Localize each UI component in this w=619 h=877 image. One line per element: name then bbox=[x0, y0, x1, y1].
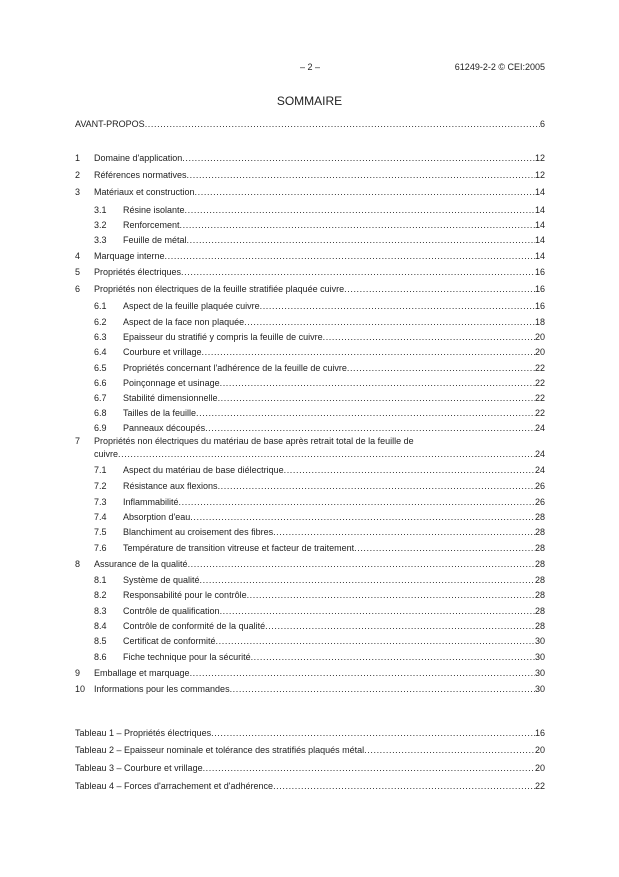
toc-entry-title: Matériaux et construction bbox=[94, 187, 195, 197]
toc-entry-page: 16 bbox=[534, 284, 545, 294]
toc-subentry[interactable] bbox=[75, 362, 545, 374]
toc-entry-number: 6.5 bbox=[94, 363, 107, 373]
table-list-entry[interactable] bbox=[75, 744, 545, 756]
toc-entry-number: 10 bbox=[75, 684, 86, 694]
dot-leader bbox=[323, 331, 535, 343]
toc-subentry[interactable] bbox=[75, 346, 545, 358]
toc-entry-page: 12 bbox=[534, 170, 545, 180]
toc-entry-number: 7.3 bbox=[94, 497, 107, 507]
toc-entry-page: 12 bbox=[534, 153, 545, 163]
toc-entry-number: 6 bbox=[75, 284, 81, 294]
dot-leader bbox=[347, 362, 535, 374]
table-list-entry[interactable] bbox=[75, 780, 545, 792]
toc-entry-page: 28 bbox=[534, 559, 545, 569]
dot-leader bbox=[273, 780, 535, 792]
page-title: SOMMAIRE bbox=[276, 94, 343, 108]
dot-leader bbox=[265, 620, 535, 632]
toc-entry-number: 3.3 bbox=[94, 235, 107, 245]
toc-entry-title: Propriétés non électriques de la feuille stratifiée plaquée cuivre bbox=[94, 284, 345, 294]
table-entry-page: 20 bbox=[534, 763, 545, 773]
table-list-entry[interactable] bbox=[75, 762, 545, 774]
toc-subentry[interactable] bbox=[75, 219, 545, 231]
toc-entry-title: Domaine d'application bbox=[94, 153, 183, 163]
dot-leader bbox=[145, 118, 540, 130]
toc-entry-number: 6.6 bbox=[94, 378, 107, 388]
toc-entry-number: 6.2 bbox=[94, 317, 107, 327]
toc-subentry[interactable] bbox=[75, 651, 545, 663]
dot-leader bbox=[195, 186, 535, 198]
toc-entry-number: 8.2 bbox=[94, 590, 107, 600]
toc-entry-page: 14 bbox=[534, 205, 545, 215]
toc-entry-title: Tailles de la feuille bbox=[123, 408, 197, 418]
table-entry-title: Tableau 1 – Propriétés électriques bbox=[75, 728, 212, 738]
dot-leader bbox=[180, 219, 535, 231]
toc-subentry[interactable] bbox=[75, 316, 545, 328]
toc-subentry[interactable] bbox=[75, 377, 545, 389]
toc-subentry[interactable] bbox=[75, 620, 545, 632]
toc-entry-title: Propriétés électriques bbox=[94, 267, 182, 277]
toc-entry-title: Aspect de la feuille plaquée cuivre bbox=[123, 301, 260, 311]
toc-entry[interactable] bbox=[75, 266, 545, 278]
toc-entry-page: 22 bbox=[534, 378, 545, 388]
dot-leader bbox=[284, 464, 535, 476]
toc-entry-title: Renforcement bbox=[123, 220, 180, 230]
toc-subentry[interactable] bbox=[75, 407, 545, 419]
toc-entry[interactable] bbox=[75, 152, 545, 164]
toc-entry-title: Courbure et vrillage bbox=[123, 347, 202, 357]
dot-leader bbox=[181, 266, 535, 278]
dot-leader bbox=[190, 511, 535, 523]
dot-leader bbox=[364, 744, 535, 756]
toc-entry[interactable] bbox=[75, 283, 545, 295]
toc-entry-title: Feuille de métal bbox=[123, 235, 187, 245]
toc-entry-number: 4 bbox=[75, 251, 81, 261]
table-entry-title: Tableau 3 – Courbure et vrillage bbox=[75, 763, 203, 773]
toc-entry-title: Stabilité dimensionnelle bbox=[123, 393, 218, 403]
dot-leader bbox=[182, 152, 535, 164]
toc-entry-number: 7.2 bbox=[94, 481, 107, 491]
toc-entry-title: Panneaux découpés bbox=[123, 423, 206, 433]
toc-entry-number: 7 bbox=[75, 436, 81, 446]
toc-entry[interactable] bbox=[75, 250, 545, 262]
toc-entry-title: Résistance aux flexions bbox=[123, 481, 218, 491]
toc-entry-page: 26 bbox=[534, 497, 545, 507]
toc-entry-number: 3 bbox=[75, 187, 81, 197]
dot-leader bbox=[118, 448, 535, 460]
toc-entry-page: 16 bbox=[534, 267, 545, 277]
toc-entry-title: Epaisseur du stratifié y compris la feuille de cuivre bbox=[123, 332, 323, 342]
dot-leader bbox=[273, 526, 535, 538]
table-entry-title: Tableau 2 – Epaisseur nominale et tolérance des stratifiés plaqués métal bbox=[75, 745, 365, 755]
toc-entry-page: 14 bbox=[534, 187, 545, 197]
dot-leader bbox=[218, 392, 535, 404]
toc-entry-number: 7.6 bbox=[94, 543, 107, 553]
toc-entry-page: 28 bbox=[534, 621, 545, 631]
toc-entry-page: 22 bbox=[534, 408, 545, 418]
toc-entry-page: 26 bbox=[534, 481, 545, 491]
toc-entry-title-continued: cuivre bbox=[94, 449, 119, 459]
toc-entry[interactable] bbox=[75, 558, 545, 570]
toc-entry-number: 8.3 bbox=[94, 606, 107, 616]
toc-subentry[interactable] bbox=[75, 526, 545, 538]
toc-entry-page: 24 bbox=[534, 465, 545, 475]
toc-entry-title: Certificat de conformité bbox=[123, 636, 216, 646]
dot-leader bbox=[354, 542, 535, 554]
toc-entry-page: 30 bbox=[534, 684, 545, 694]
toc-entry-title: Contrôle de qualification bbox=[123, 606, 220, 616]
dot-leader bbox=[196, 407, 535, 419]
dot-leader bbox=[218, 480, 535, 492]
toc-entry-title: Responsabilité pour le contrôle bbox=[123, 590, 247, 600]
toc-entry-number: 8.6 bbox=[94, 652, 107, 662]
toc-entry-page: 30 bbox=[534, 636, 545, 646]
page-number: – 2 – bbox=[299, 62, 321, 72]
toc-entry-page: 30 bbox=[534, 652, 545, 662]
toc-entry-page: 18 bbox=[534, 317, 545, 327]
toc-entry-number: 2 bbox=[75, 170, 81, 180]
toc-subentry[interactable] bbox=[75, 331, 545, 343]
toc-subentry[interactable] bbox=[75, 480, 545, 492]
toc-entry-page: 14 bbox=[534, 235, 545, 245]
toc-entry-title: Marquage interne bbox=[94, 251, 165, 261]
dot-leader bbox=[179, 496, 535, 508]
toc-entry-page: 28 bbox=[534, 575, 545, 585]
dot-leader bbox=[216, 635, 535, 647]
toc-entry[interactable] bbox=[75, 683, 545, 695]
toc-entry-title: Absorption d'eau bbox=[123, 512, 191, 522]
toc-entry-title: AVANT-PROPOS bbox=[75, 119, 145, 129]
toc-entry-number: 6.3 bbox=[94, 332, 107, 342]
toc-entry-number: 6.8 bbox=[94, 408, 107, 418]
document-reference: 61249-2-2 © CEI:2005 bbox=[454, 62, 545, 72]
toc-entry-number: 3.1 bbox=[94, 205, 107, 215]
toc-entry-page: 28 bbox=[534, 543, 545, 553]
toc-entry-title: Aspect de la face non plaquée bbox=[123, 317, 245, 327]
toc-entry-page: 22 bbox=[534, 393, 545, 403]
toc-entry-page: 28 bbox=[534, 590, 545, 600]
toc-entry-page: 14 bbox=[534, 220, 545, 230]
toc-entry[interactable] bbox=[75, 186, 545, 198]
toc-subentry[interactable] bbox=[75, 511, 545, 523]
toc-subentry[interactable] bbox=[75, 574, 545, 586]
toc-entry-title: Système de qualité bbox=[123, 575, 200, 585]
table-entry-page: 20 bbox=[534, 745, 545, 755]
toc-subentry[interactable] bbox=[75, 204, 545, 216]
toc-entry-page: 14 bbox=[534, 251, 545, 261]
dot-leader bbox=[211, 727, 535, 739]
toc-entry-number: 8.1 bbox=[94, 575, 107, 585]
toc-entry-number: 8.4 bbox=[94, 621, 107, 631]
toc-entry-title: Propriétés non électriques du matériau de base après retrait total de la feuille de bbox=[94, 436, 414, 446]
toc-subentry[interactable] bbox=[75, 392, 545, 404]
toc-entry-page: 28 bbox=[534, 512, 545, 522]
toc-entry-title: Références normatives bbox=[94, 170, 187, 180]
toc-entry-number: 6.7 bbox=[94, 393, 107, 403]
table-entry-page: 16 bbox=[534, 728, 545, 738]
toc-entry-number: 9 bbox=[75, 668, 81, 678]
toc-subentry[interactable] bbox=[75, 300, 545, 312]
dot-leader bbox=[187, 234, 535, 246]
dot-leader bbox=[190, 667, 535, 679]
toc-entry-page: 22 bbox=[534, 363, 545, 373]
dot-leader bbox=[205, 422, 535, 434]
toc-entry-page: 6 bbox=[539, 119, 545, 129]
dot-leader bbox=[260, 300, 535, 312]
toc-entry-title: Fiche technique pour la sécurité bbox=[123, 652, 251, 662]
toc-entry-page: 28 bbox=[534, 606, 545, 616]
toc-entry-title: Emballage et marquage bbox=[94, 668, 190, 678]
toc-entry-title: Poinçonnage et usinage bbox=[123, 378, 220, 388]
toc-subentry[interactable] bbox=[75, 542, 545, 554]
dot-leader bbox=[200, 574, 535, 586]
toc-entry-title: Informations pour les commandes bbox=[94, 684, 230, 694]
toc-entry-number: 6.4 bbox=[94, 347, 107, 357]
dot-leader bbox=[203, 762, 535, 774]
toc-entry-title: Aspect du matériau de base diélectrique bbox=[123, 465, 284, 475]
dot-leader bbox=[251, 651, 535, 663]
toc-entry-number: 6.9 bbox=[94, 423, 107, 433]
dot-leader bbox=[344, 283, 535, 295]
toc-subentry[interactable] bbox=[75, 422, 545, 434]
toc-entry-number: 5 bbox=[75, 267, 81, 277]
toc-entry-number: 8 bbox=[75, 559, 81, 569]
dot-leader bbox=[185, 204, 535, 216]
toc-entry-page: 16 bbox=[534, 301, 545, 311]
toc-entry-page: 20 bbox=[534, 347, 545, 357]
toc-entry-number: 8.5 bbox=[94, 636, 107, 646]
dot-leader bbox=[230, 683, 535, 695]
toc-entry-title: Température de transition vitreuse et facteur de traitement bbox=[123, 543, 355, 553]
toc-entry-title: Blanchiment au croisement des fibres bbox=[123, 527, 274, 537]
toc-entry[interactable] bbox=[75, 169, 545, 181]
toc-entry-number: 3.2 bbox=[94, 220, 107, 230]
toc-entry[interactable] bbox=[75, 667, 545, 679]
toc-entry-number: 7.1 bbox=[94, 465, 107, 475]
toc-entry-title: Assurance de la qualité bbox=[94, 559, 188, 569]
dot-leader bbox=[165, 250, 535, 262]
toc-entry-page: 24 bbox=[534, 423, 545, 433]
dot-leader bbox=[202, 346, 535, 358]
dot-leader bbox=[187, 169, 535, 181]
toc-entry-title: Contrôle de conformité de la qualité bbox=[123, 621, 266, 631]
toc-subentry[interactable] bbox=[75, 464, 545, 476]
dot-leader bbox=[247, 589, 535, 601]
toc-entry-number: 7.5 bbox=[94, 527, 107, 537]
toc-subentry[interactable] bbox=[75, 234, 545, 246]
toc-subentry[interactable] bbox=[75, 496, 545, 508]
toc-subentry[interactable] bbox=[75, 635, 545, 647]
toc-entry-page: 30 bbox=[534, 668, 545, 678]
toc-entry-continuation[interactable] bbox=[94, 448, 545, 460]
dot-leader bbox=[244, 316, 535, 328]
toc-entry-number: 6.1 bbox=[94, 301, 107, 311]
toc-entry-title: Inflammabilité bbox=[123, 497, 179, 507]
toc-entry-page: 24 bbox=[534, 449, 545, 459]
toc-entry[interactable] bbox=[75, 435, 545, 447]
toc-subentry[interactable] bbox=[75, 589, 545, 601]
table-entry-title: Tableau 4 – Forces d'arrachement et d'adhérence bbox=[75, 781, 274, 791]
dot-leader bbox=[188, 558, 535, 570]
toc-entry-title: Propriétés concernant l'adhérence de la feuille de cuivre bbox=[123, 363, 347, 373]
toc-entry-page: 28 bbox=[534, 527, 545, 537]
dot-leader bbox=[220, 605, 535, 617]
toc-entry-number: 7.4 bbox=[94, 512, 107, 522]
toc-entry-number: 1 bbox=[75, 153, 81, 163]
toc-subentry[interactable] bbox=[75, 605, 545, 617]
dot-leader bbox=[220, 377, 535, 389]
table-entry-page: 22 bbox=[534, 781, 545, 791]
table-list-entry[interactable] bbox=[75, 727, 545, 739]
toc-entry-page: 20 bbox=[534, 332, 545, 342]
toc-entry-foreword[interactable] bbox=[75, 118, 545, 130]
toc-entry-title: Résine isolante bbox=[123, 205, 185, 215]
